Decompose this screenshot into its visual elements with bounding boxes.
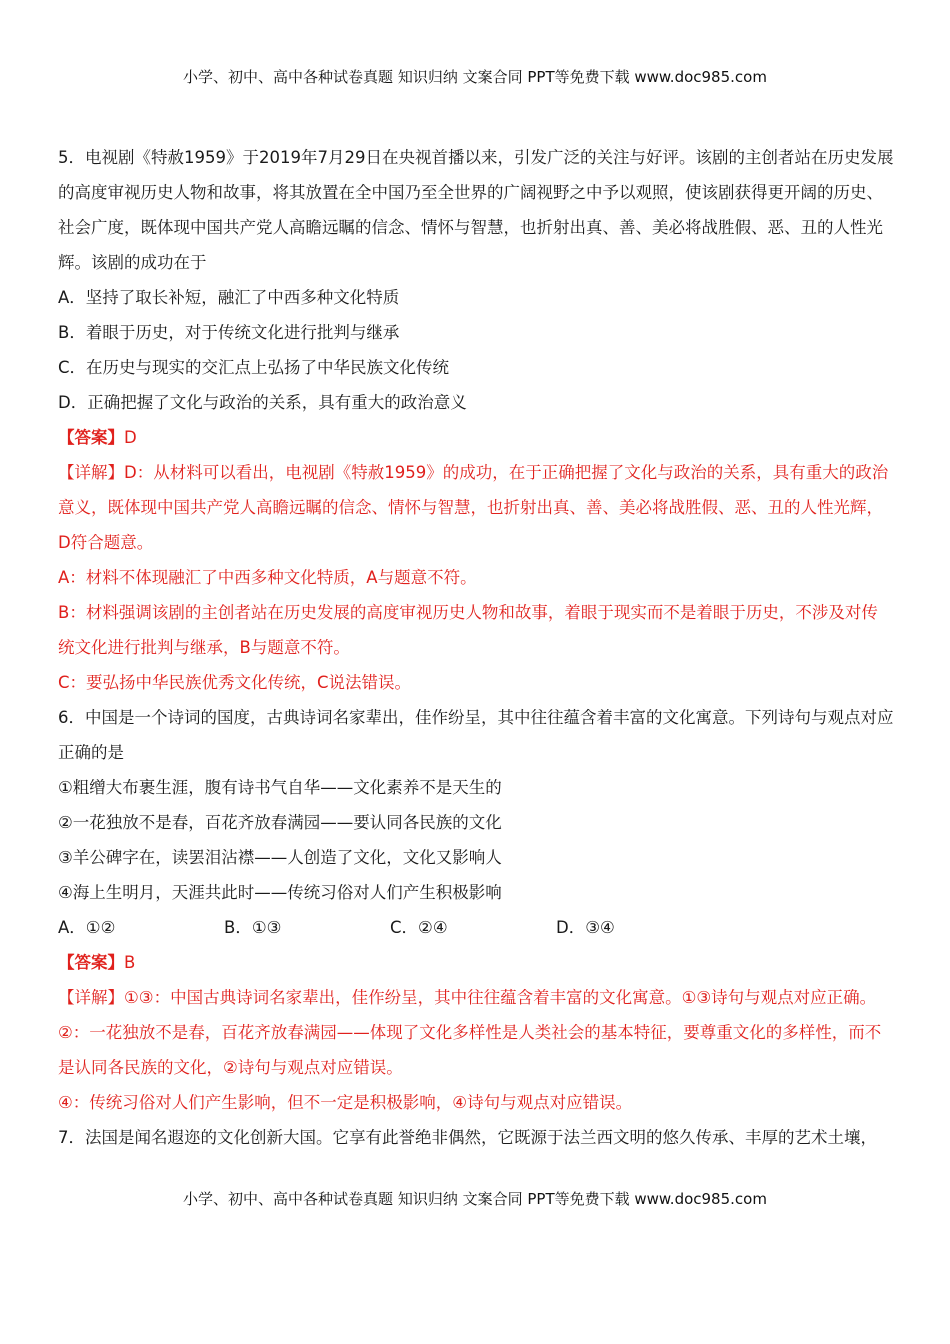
q6-item-1: ①粗缯大布裹生涯，腹有诗书气自华——文化素养不是天生的: [58, 778, 502, 797]
q7-stem: 7．法国是闻名遐迩的文化创新大国。它享有此誉绝非偶然，它既源于法兰西文明的悠久传承、丰厚的艺术土壤，: [58, 1128, 877, 1147]
q6-answer-label: 【答案】: [58, 953, 124, 972]
q5-stem: 5．电视剧《特赦1959》于2019年7月29日在央视首播以来，引发广泛的关注与好评。该剧的主创者站在历史发展的高度审视历史人物和故事，将其放置在全中国乃至全世界的广阔视野之中予以观照，使该剧获得更开阔的历史、社会广度，既体现中国共产党人高瞻远瞩的信念、情怀与智慧，也折射出真、善、美必将战胜假、恶、丑的人性光辉。该剧的成功在于: [58, 148, 894, 272]
q6-answer-value: B: [124, 953, 136, 972]
q6-option-b: B．①③: [224, 918, 282, 937]
q5-option-d: D．正确把握了文化与政治的关系，具有重大的政治意义: [58, 393, 467, 412]
q5-answer-value: D: [124, 428, 137, 447]
page-footer: 小学、初中、高中各种试卷真题 知识归纳 文案合同 PPT等免费下载 www.doc985.com: [183, 1190, 767, 1208]
q5-option-a: A．坚持了取长补短，融汇了中西多种文化特质: [58, 288, 400, 307]
q6-option-c: C．②④: [390, 918, 448, 937]
q6-item-4: ④海上生明月，天涯共此时——传统习俗对人们产生积极影响: [58, 883, 502, 902]
q5-option-b: B．着眼于历史，对于传统文化进行批判与继承: [58, 323, 400, 342]
q6-item-3: ③羊公碑字在，读罢泪沾襟——人创造了文化，文化又影响人: [58, 848, 502, 867]
q5-explain-b: B：材料强调该剧的主创者站在历史发展的高度审视历史人物和故事，着眼于现实而不是着眼于历史，不涉及对传统文化进行批判与继承，B与题意不符。: [58, 603, 878, 657]
document-body: [58, 140, 894, 1155]
page-header: 小学、初中、高中各种试卷真题 知识归纳 文案合同 PPT等免费下载 www.doc985.com: [183, 68, 767, 86]
q6-option-d: D．③④: [556, 918, 615, 937]
q6-explain-4: ④：传统习俗对人们产生影响，但不一定是积极影响，④诗句与观点对应错误。: [58, 1093, 633, 1112]
q6-explain-2: ②：一花独放不是春，百花齐放春满园——体现了文化多样性是人类社会的基本特征，要尊重文化的多样性，而不是认同各民族的文化，②诗句与观点对应错误。: [58, 1023, 882, 1077]
q5-answer: [58, 420, 894, 455]
q5-explain-c: C：要弘扬中华民族优秀文化传统，C说法错误。: [58, 673, 412, 692]
q6-option-a: A．①②: [58, 918, 116, 937]
q6-answer: [58, 945, 894, 980]
q5-explain-a: A：材料不体现融汇了中西多种文化特质，A与题意不符。: [58, 568, 477, 587]
q5-option-c: C．在历史与现实的交汇点上弘扬了中华民族文化传统: [58, 358, 450, 377]
q6-options: [58, 910, 894, 945]
q6-explain-main: 【详解】①③：中国古典诗词名家辈出，佳作纷呈，其中往往蕴含着丰富的文化寓意。①③诗句与观点对应正确。: [58, 988, 877, 1007]
q6-stem: 6．中国是一个诗词的国度，古典诗词名家辈出，佳作纷呈，其中往往蕴含着丰富的文化寓意。下列诗句与观点对应正确的是: [58, 708, 894, 762]
q5-explain-main: 【详解】D：从材料可以看出，电视剧《特赦1959》的成功，在于正确把握了文化与政治的关系，具有重大的政治意义，既体现中国共产党人高瞻远瞩的信念、情怀与智慧，也折射出真、善、美必将战胜假、恶、丑的人性光辉，D符合题意。: [58, 463, 889, 552]
q6-item-2: ②一花独放不是春，百花齐放春满园——要认同各民族的文化: [58, 813, 502, 832]
q5-answer-label: 【答案】: [58, 428, 124, 447]
